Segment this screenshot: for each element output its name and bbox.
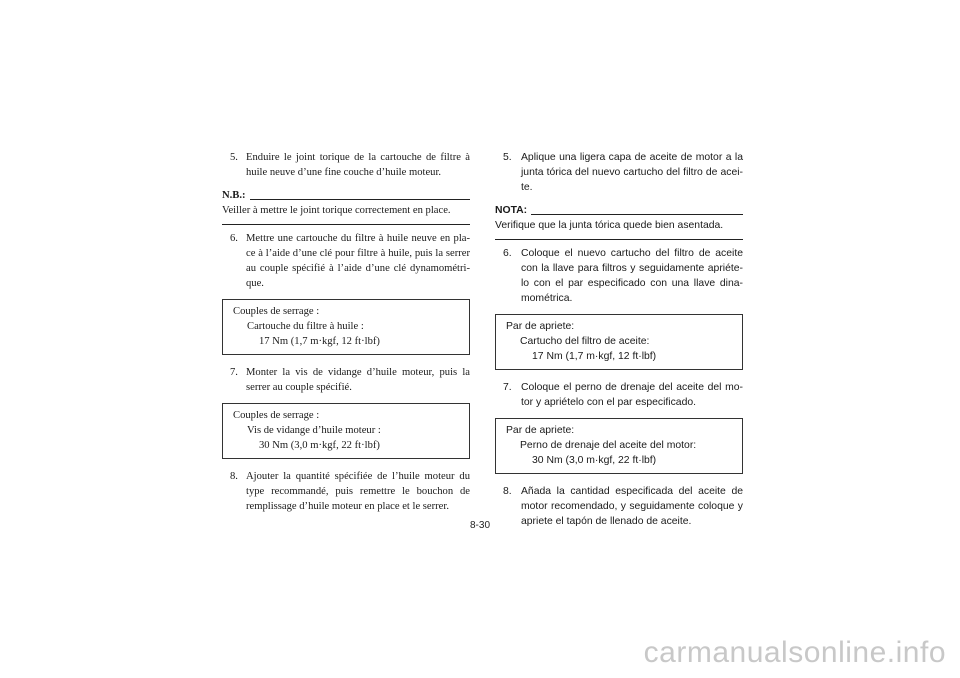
es-torque-box-filter xyxy=(495,314,743,370)
spec-item: Vis de vidange d’huile moteur : xyxy=(247,425,381,436)
fr-step-6 xyxy=(222,231,470,291)
fr-note-body xyxy=(222,203,470,225)
spec-value: 17 Nm (1,7 m·kgf, 12 ft·lbf) xyxy=(532,351,657,362)
fr-torque-box-filter xyxy=(222,299,470,355)
note-rule xyxy=(250,199,470,200)
es-note-heading xyxy=(495,203,743,218)
note-rule xyxy=(531,214,743,215)
step-text: Añada la cantidad especificada del aceite de motor recomendado, y seguidamente coloque y apriete el tapón de llenado de aceite. xyxy=(521,486,743,527)
fr-step-7 xyxy=(222,365,470,395)
spec-heading: Par de apriete: xyxy=(506,425,575,436)
french-column xyxy=(222,150,470,514)
fr-torque-box-drain xyxy=(222,403,470,459)
fr-step-5 xyxy=(222,150,470,180)
fr-step-8 xyxy=(222,469,470,514)
step-number: 7. xyxy=(503,382,512,393)
note-label: N.B.: xyxy=(222,190,246,201)
step-number: 5. xyxy=(503,152,512,163)
note-label: NOTA: xyxy=(495,205,528,216)
spec-heading: Couples de serrage : xyxy=(233,306,320,317)
spec-item: Cartucho del filtro de aceite: xyxy=(520,336,650,347)
es-step-7 xyxy=(495,380,743,410)
es-step-8 xyxy=(495,484,743,529)
es-note-body xyxy=(495,218,743,240)
step-text: Mettre une cartouche du filtre à huile neuve en pla-ce à l’aide d’une clé pour filtre à huile, puis la serrer au couple spécifié à l’aide d’une clé dynamométri-que. xyxy=(246,233,470,289)
page-number: 8-30 xyxy=(469,520,490,531)
step-text: Monter la vis de vidange d’huile moteur, puis la serrer au couple spécifié. xyxy=(246,367,470,393)
step-number: 8. xyxy=(230,471,238,482)
spec-item: Cartouche du filtre à huile : xyxy=(247,321,364,332)
es-torque-box-drain xyxy=(495,418,743,474)
spec-heading: Par de apriete: xyxy=(506,321,575,332)
step-number: 5. xyxy=(230,152,238,163)
step-number: 7. xyxy=(230,367,238,378)
spec-value: 17 Nm (1,7 m·kgf, 12 ft·lbf) xyxy=(259,336,380,347)
spec-item: Perno de drenaje del aceite del motor: xyxy=(520,440,697,451)
spec-value: 30 Nm (3,0 m·kgf, 22 ft·lbf) xyxy=(532,455,657,466)
step-number: 6. xyxy=(230,233,238,244)
es-step-6 xyxy=(495,246,743,306)
step-number: 8. xyxy=(503,486,512,497)
step-text: Ajouter la quantité spécifiée de l’huile moteur du type recommandé, puis remettre le bouchon de remplissage d’huile moteur en place et le serrer. xyxy=(246,471,470,512)
step-text: Aplique una ligera capa de aceite de motor a la junta tórica del nuevo cartucho del filtro de acei-te. xyxy=(521,152,743,193)
step-text: Coloque el nuevo cartucho del filtro de aceite con la llave para filtros y seguidamente apriéte-lo con el par especificado con una llave dina-mométrica. xyxy=(521,248,743,304)
fr-note-heading xyxy=(222,188,470,203)
step-text: Enduire le joint torique de la cartouche de filtre à huile neuve d’une fine couche d’huile moteur. xyxy=(246,152,470,178)
spec-heading: Couples de serrage : xyxy=(233,410,320,421)
es-step-5 xyxy=(495,150,743,195)
step-text: Coloque el perno de drenaje del aceite del mo-tor y apriételo con el par especificado. xyxy=(521,382,743,408)
spec-value: 30 Nm (3,0 m·kgf, 22 ft·lbf) xyxy=(259,440,380,451)
watermark: carmanualsonline.info xyxy=(643,636,946,669)
note-text: Veiller à mettre le joint torique correctement en place. xyxy=(222,205,451,216)
note-text: Verifique que la junta tórica quede bien asentada. xyxy=(495,220,724,231)
spanish-column xyxy=(495,150,743,529)
step-number: 6. xyxy=(503,248,512,259)
